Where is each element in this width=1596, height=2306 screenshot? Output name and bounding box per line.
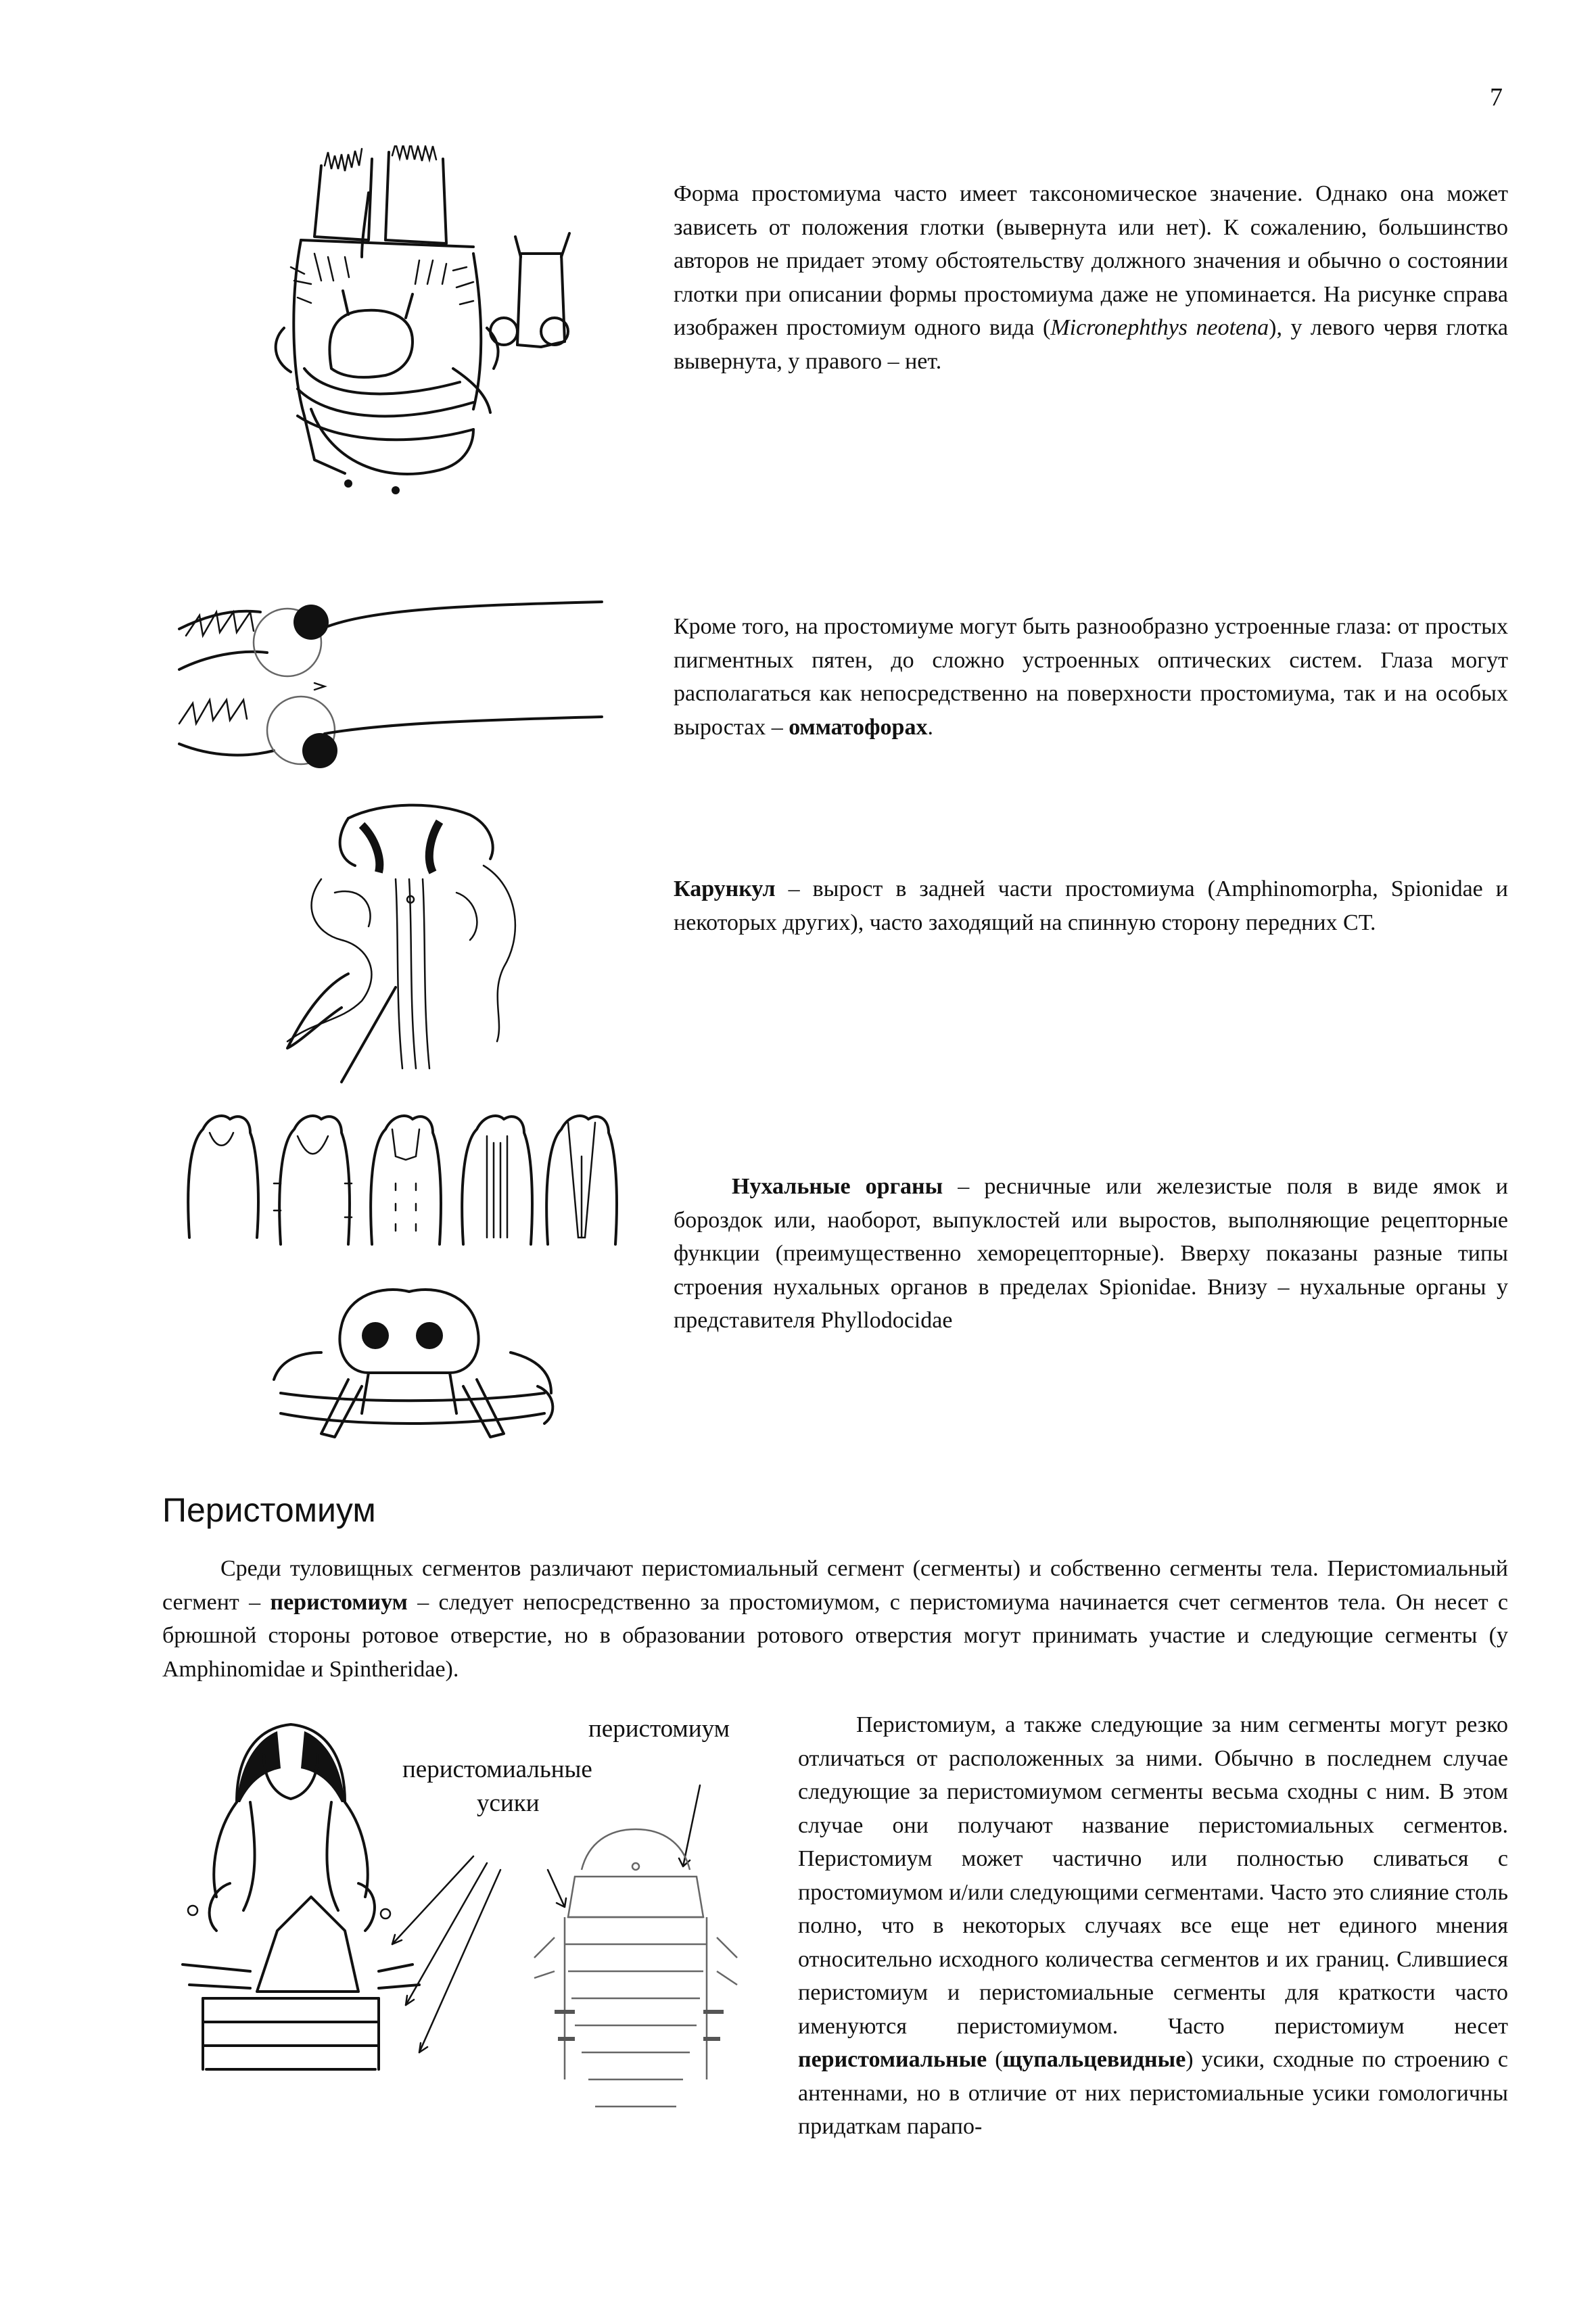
figure-prostomium-shape <box>250 145 602 551</box>
label-peristomium: перистомиум <box>588 1715 730 1743</box>
figure-peristomium <box>176 1714 757 2147</box>
label-peristomial-cirri: перистомиальные <box>402 1756 592 1783</box>
page-number: 7 <box>1490 83 1503 112</box>
figure-eyes <box>166 588 612 784</box>
figure-nuchal-spionidae <box>166 1102 626 1265</box>
section-heading-peristomium: Перистомиум <box>162 1491 376 1529</box>
term-tentacular: щупальцевидные <box>1002 2047 1186 2072</box>
paragraph-nuchal-organs: Нухальные органы – ресничные или железистые поля в виде ямок и бороздок или, наоборот, выпуклостей или выростов, выполняющие рецепторные функции (преимущественно хеморецепторные). Вверху показаны разные типы строения нухальных органов в пределах Spionidae. Внизу – нухальные органы у представителя Phyllodocidae <box>674 1174 1508 1333</box>
paragraph-peristomium-details: Перистомиум, а также следующие за ним сегменты могут резко отличаться от расположенных за ними. Обычно в последнем случае следующие за перистомиумом сегменты весьма сходны с ним. В этом случае они получают название перистомиальных сегментов. Перистомиум может частично или полностью сливаться с простомиумом и/или следующими сегментами. Часто это слияние столь полно, что в некоторых случаях все еще нет единого мнения относительно исходного количества сегментов и их границ. Слившиеся перистомиум и перистомиальные сегменты для краткости часто именуются перистомиумом. Часто перистомиум несет перистомиальные (щупальцевидные) усики, сходные по строению с антеннами, но в отличие от них перистомиальные усики гомологичны придаткам парапо- <box>798 1712 1508 2139</box>
paragraph-caruncle: Карункул – вырост в задней части простомиума (Amphinomorpha, Spionidae и некоторых других), часто заходящий на спинную сторону передних СТ. <box>674 876 1508 935</box>
term-peristomium: перистомиум <box>270 1589 408 1615</box>
species-name: Micronephthys neotena <box>1050 315 1269 340</box>
term-caruncle: Карункул <box>674 876 776 901</box>
term-peristomial: перистомиальные <box>798 2047 987 2072</box>
paragraph-prostomium-form: Форма простомиума часто имеет таксономическое значение. Однако она может зависеть от положения глотки (вывернута или нет). К сожалению, большинство авторов не придает этому обстоятельству должного значения и обычно о состоянии глотки при описании формы простомиума даже не упоминается. На рисунке справа изображен простомиум одного вида (Micronephthys neotena), у левого червя глотка вывернута, у правого – нет. <box>674 181 1508 374</box>
label-peristomial-cirri-line2: усики <box>477 1789 540 1817</box>
figure-caruncle <box>260 798 571 1096</box>
paragraph-eyes: Кроме того, на простомиуме могут быть разнообразно устроенные глаза: от простых пигментных пятен, до сложно устроенных оптических систем. Глаза могут располагаться как непосредственно на поверхности простомиума, так и на особых выростах – омматофорах. <box>674 614 1508 740</box>
term-ommatophores: омматофорах <box>789 714 928 740</box>
term-nuchal-organs: Нухальные органы <box>732 1174 943 1199</box>
paragraph-peristomium-intro: Среди туловищных сегментов различают перистомиальный сегмент (сегменты) и собственно сегменты тела. Перистомиальный сегмент – перистомиум – следует непосредственно за простомиумом, с перистомиума начинается счет сегментов тела. Он несет с брюшной стороны ротовое отверстие, но в образовании ротового отверстия могут принимать участие и следующие сегменты (у Amphinomidae и Spintheridae). <box>162 1556 1508 1682</box>
figure-nuchal-phyllodocidae <box>254 1278 565 1440</box>
